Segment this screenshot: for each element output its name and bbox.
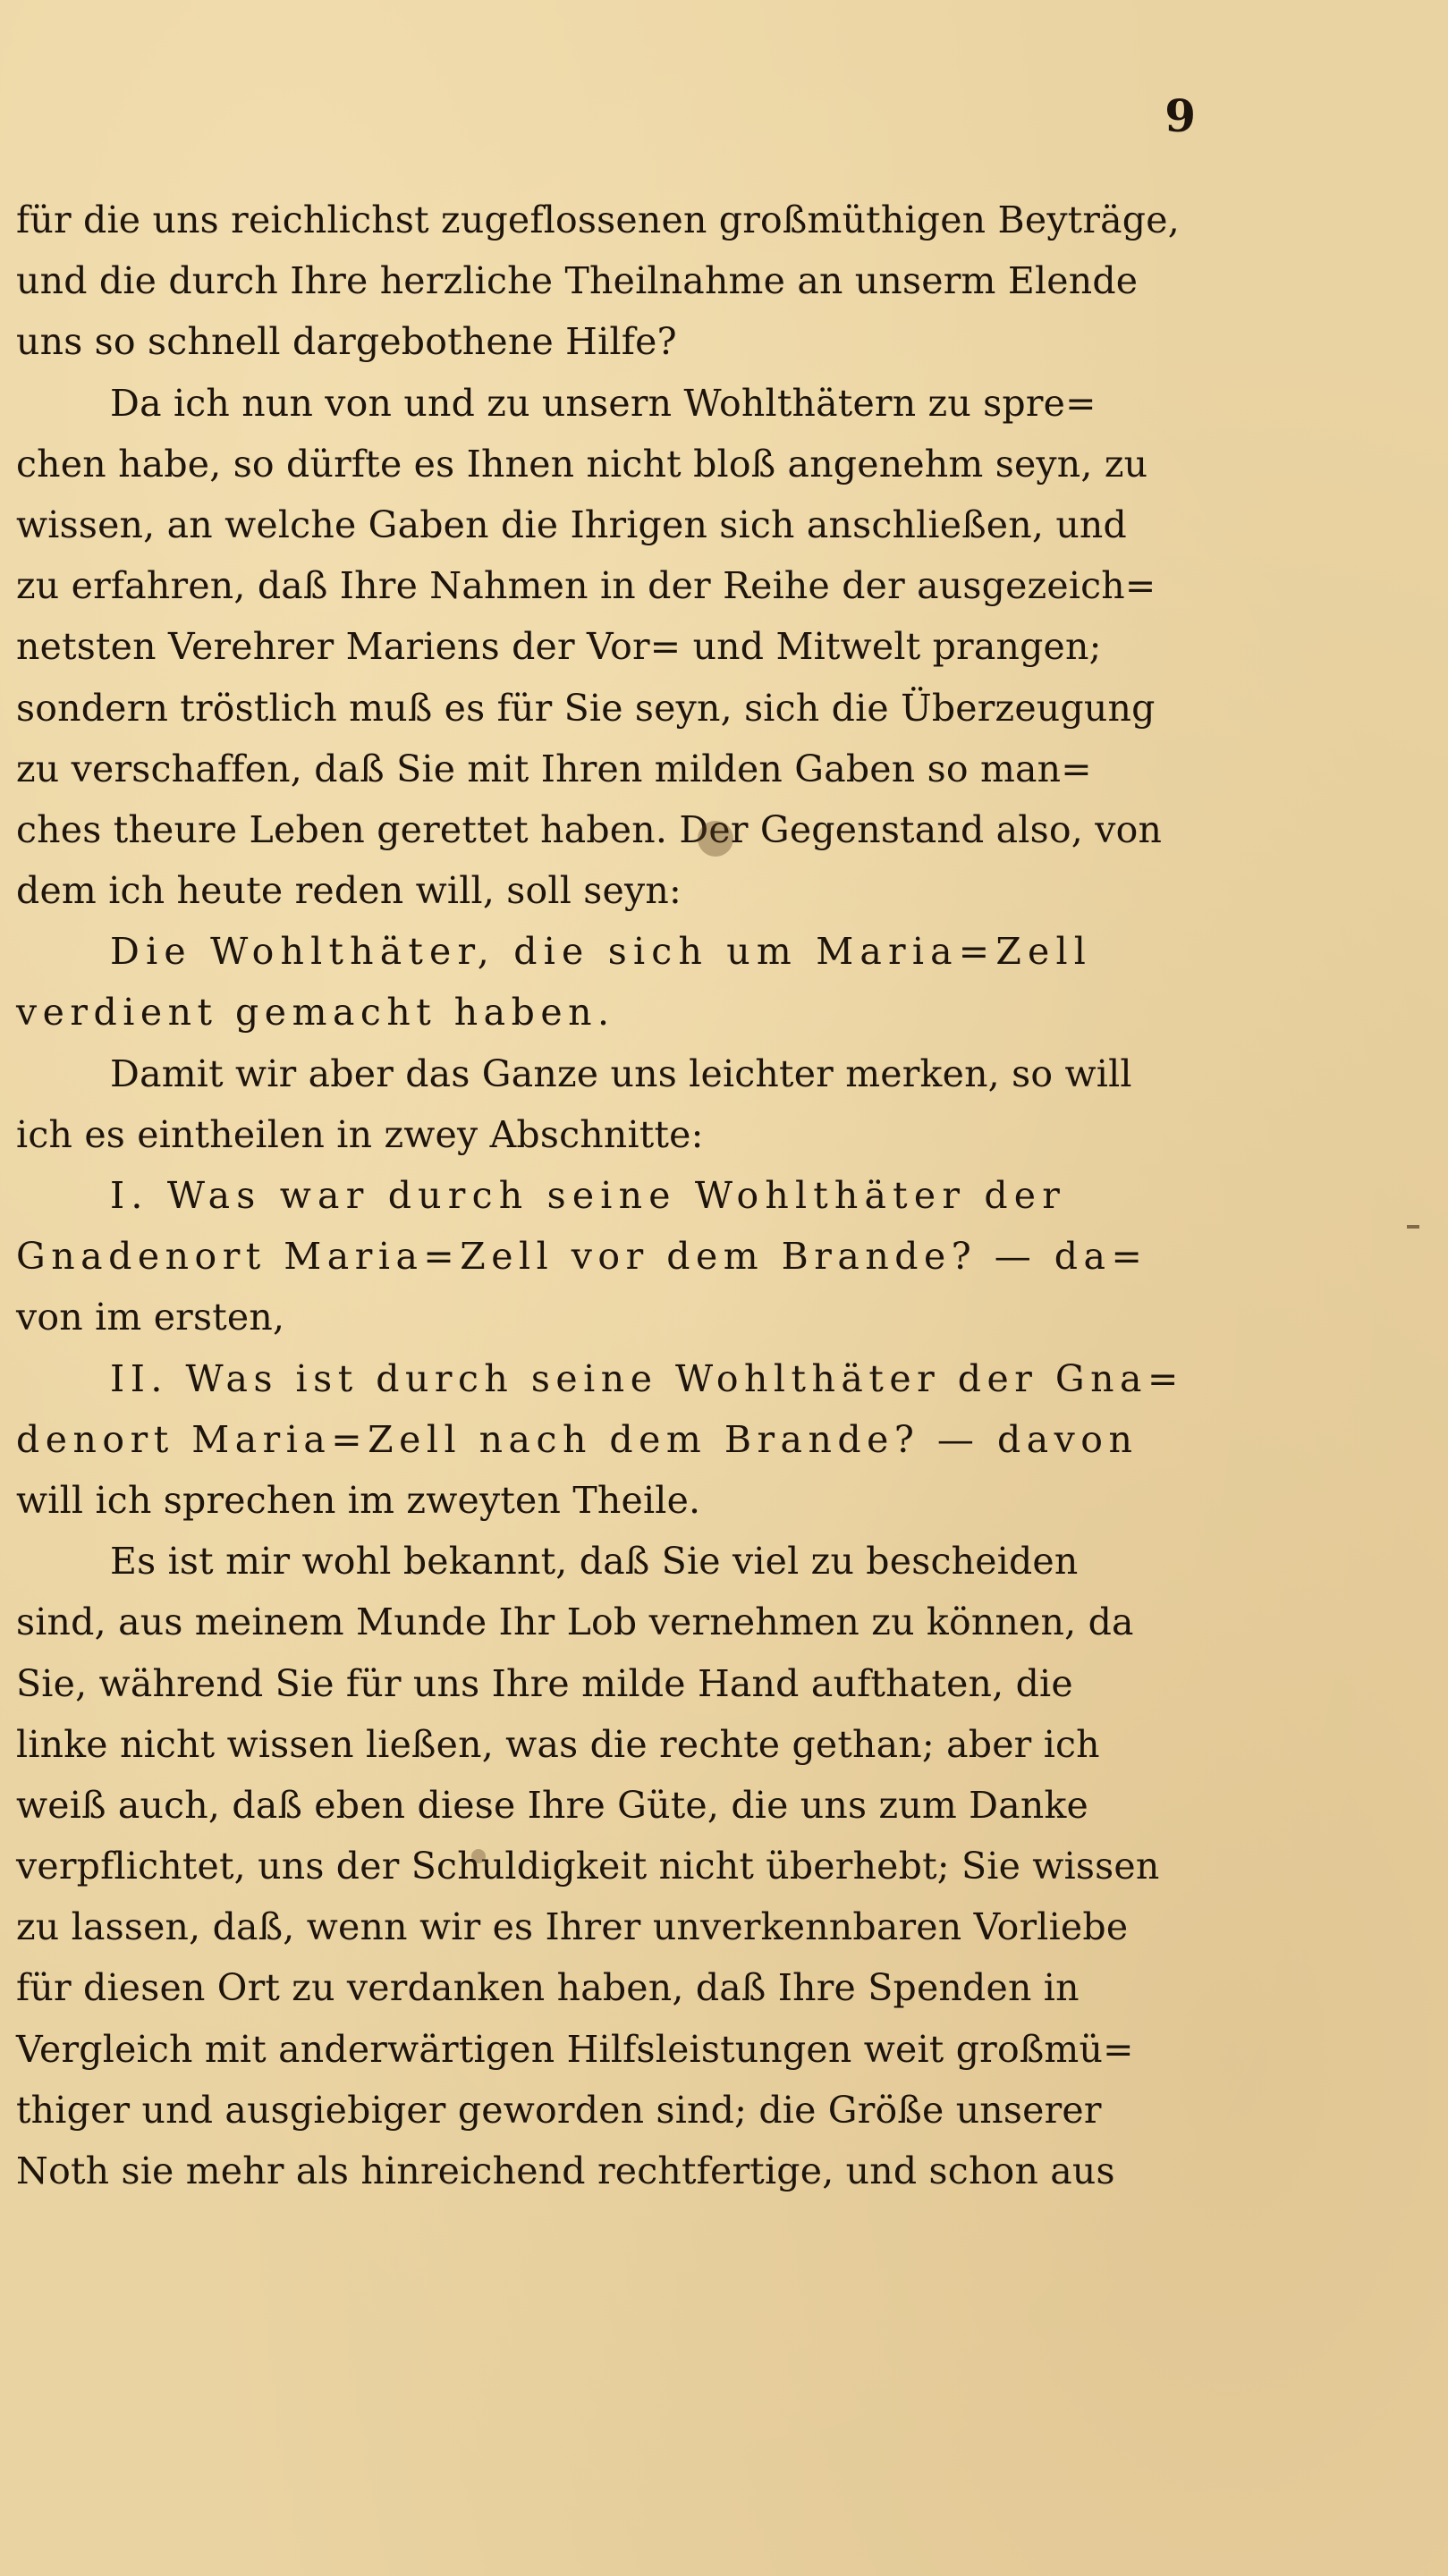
ink-stain — [698, 821, 733, 857]
division-heading-line: I. Was war durch seine Wohlthäter der — [110, 1174, 1067, 1217]
text-line: zu lassen, daß, wenn wir es Ihrer unverkennbaren Vorliebe — [16, 1905, 1129, 1949]
text-line: für diesen Ort zu verdanken haben, daß Ihre Spenden in — [16, 1966, 1080, 2010]
text-line: thiger und ausgiebiger geworden sind; die Größe unserer — [16, 2088, 1102, 2132]
text-line: Damit wir aber das Ganze uns leichter merken, so will — [110, 1052, 1132, 1095]
text-line: will ich sprechen im zweyten Theile. — [16, 1478, 701, 1522]
text-line: und die durch Ihre herzliche Theilnahme an unserm Elende — [16, 259, 1139, 303]
page-number: 9 — [1164, 89, 1196, 142]
margin-mark — [1407, 1225, 1419, 1229]
text-line: netsten Verehrer Mariens der Vor= und Mitwelt prangen; — [16, 625, 1102, 669]
text-line: von im ersten, — [16, 1296, 285, 1339]
text-line: verpflichtet, uns der Schuldigkeit nicht überhebt; Sie wissen — [16, 1845, 1160, 1888]
ink-stain — [471, 1849, 486, 1863]
text-line: dem ich heute reden will, soll seyn: — [16, 869, 682, 913]
text-line: weiß auch, daß eben diese Ihre Güte, die uns zum Danke — [16, 1783, 1088, 1827]
section-heading-line: Die Wohlthäter, die sich um Maria=Zell — [110, 930, 1093, 974]
text-line: sind, aus meinem Munde Ihr Lob vernehmen zu können, da — [16, 1600, 1134, 1644]
text-line: Da ich nun von und zu unsern Wohlthätern zu spre= — [110, 381, 1097, 425]
text-line: uns so schnell dargebothene Hilfe? — [16, 320, 677, 364]
division-heading-line: denort Maria=Zell nach dem Brande? — davon — [16, 1417, 1139, 1461]
text-line: zu erfahren, daß Ihre Nahmen in der Reihe der ausgezeich= — [16, 564, 1156, 608]
division-heading-line: Gnadenort Maria=Zell vor dem Brande? — da= — [16, 1235, 1148, 1279]
text-line: wissen, an welche Gaben die Ihrigen sich anschließen, und — [16, 503, 1127, 546]
text-line: Sie, während Sie für uns Ihre milde Hand aufthaten, die — [16, 1661, 1073, 1705]
text-line: sondern tröstlich muß es für Sie seyn, sich die Überzeugung — [16, 686, 1156, 730]
text-line: linke nicht wissen ließen, was die rechte gethan; aber ich — [16, 1722, 1100, 1766]
text-line: für die uns reichlichst zugeflossenen großmüthigen Beyträge, — [16, 198, 1180, 241]
text-line: Vergleich mit anderwärtigen Hilfsleistungen weit großmü= — [16, 2027, 1134, 2071]
section-heading-line: verdient gemacht haben. — [16, 991, 615, 1035]
body-text — [16, 190, 1219, 2201]
text-line: ches theure Leben gerettet haben. Der Gegenstand also, von — [16, 807, 1163, 851]
text-line: zu verschaffen, daß Sie mit Ihren milden Gaben so man= — [16, 747, 1092, 790]
text-line: chen habe, so dürfte es Ihnen nicht bloß angenehm seyn, zu — [16, 442, 1148, 486]
text-line: Noth sie mehr als hinreichend rechtfertige, und schon aus — [16, 2149, 1115, 2192]
text-line: ich es eintheilen in zwey Abschnitte: — [16, 1112, 704, 1156]
text-line: Es ist mir wohl bekannt, daß Sie viel zu bescheiden — [110, 1540, 1079, 1584]
division-heading-line: II. Was ist durch seine Wohlthäter der Gna= — [110, 1356, 1184, 1400]
